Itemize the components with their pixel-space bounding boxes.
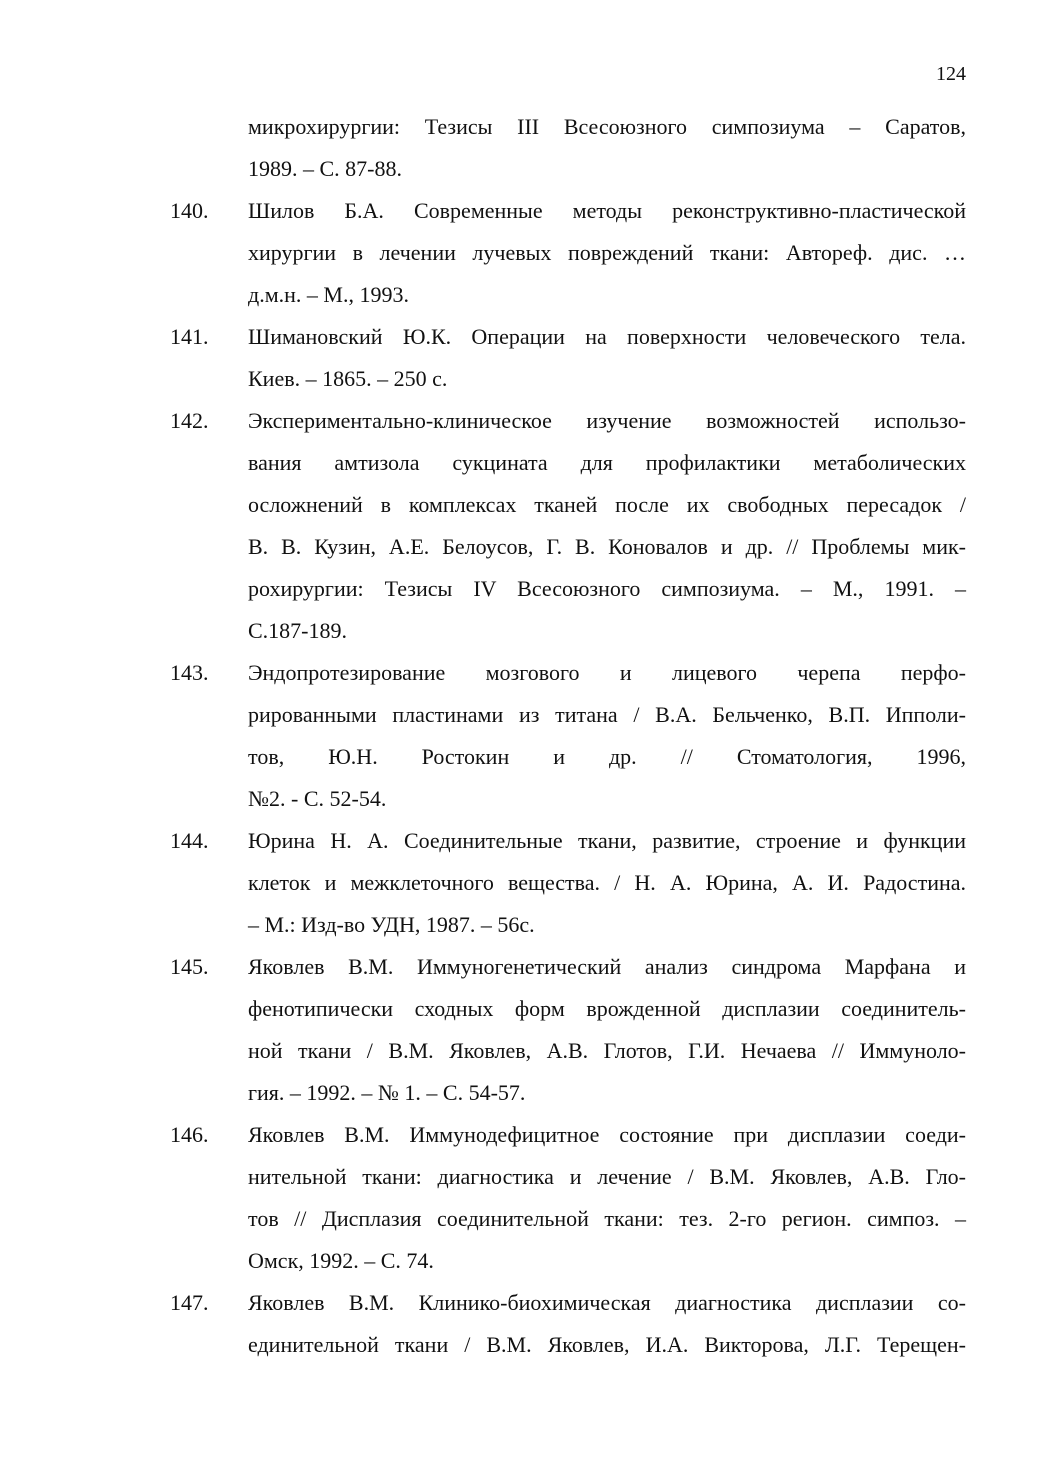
entry-line: Юрина Н. А. Соединительные ткани, развитие, строение и функции bbox=[248, 828, 966, 853]
entry-line: рированными пластинами из титана / В.А. Бельченко, В.П. Ипполи- bbox=[248, 702, 966, 727]
entry-text bbox=[248, 190, 966, 316]
bibliography-list bbox=[170, 106, 966, 1366]
entry-line: фенотипически сходных форм врожденной дисплазии соединитель- bbox=[248, 996, 966, 1021]
entry-line: 1989. – С. 87-88. bbox=[248, 156, 402, 181]
entry-line: Шимановский Ю.К. Операции на поверхности человеческого тела. bbox=[248, 324, 966, 349]
entry-text bbox=[248, 652, 966, 820]
entry-line: №2. - С. 52-54. bbox=[248, 786, 387, 811]
entry-number: 145. bbox=[170, 954, 209, 979]
entry-text bbox=[248, 1114, 966, 1282]
bibliography-entry bbox=[170, 1114, 966, 1282]
entry-line: Киев. – 1865. – 250 с. bbox=[248, 366, 448, 391]
entry-line: С.187-189. bbox=[248, 618, 347, 643]
entry-number: 141. bbox=[170, 324, 209, 349]
entry-line: гия. – 1992. – № 1. – С. 54-57. bbox=[248, 1080, 526, 1105]
entry-number: 144. bbox=[170, 828, 209, 853]
bibliography-entry bbox=[170, 190, 966, 316]
entry-text bbox=[248, 1282, 966, 1366]
entry-line: нительной ткани: диагностика и лечение / В.М. Яковлев, А.В. Гло- bbox=[248, 1164, 966, 1189]
entry-line: рохирургии: Тезисы IV Всесоюзного симпозиума. – М., 1991. – bbox=[248, 576, 966, 601]
entry-number: 143. bbox=[170, 660, 209, 685]
entry-line: тов, Ю.Н. Ростокин и др. // Стоматология, 1996, bbox=[248, 744, 966, 769]
entry-text bbox=[248, 820, 966, 946]
entry-line: д.м.н. – М., 1993. bbox=[248, 282, 409, 307]
entry-line: – М.: Изд-во УДН, 1987. – 56с. bbox=[248, 912, 535, 937]
entry-line: Экспериментально-клиническое изучение возможностей использо- bbox=[248, 408, 966, 433]
entry-line: микрохирургии: Тезисы III Всесоюзного симпозиума – Саратов, bbox=[248, 114, 966, 139]
entry-number: 142. bbox=[170, 408, 209, 433]
entry-line: Яковлев В.М. Клинико-биохимическая диагностика дисплазии со- bbox=[248, 1290, 966, 1315]
bibliography-entry bbox=[170, 946, 966, 1114]
entry-line: ной ткани / В.М. Яковлев, А.В. Глотов, Г.И. Нечаева // Иммуноло- bbox=[248, 1038, 966, 1063]
bibliography-entry bbox=[170, 316, 966, 400]
entry-number: 147. bbox=[170, 1290, 209, 1315]
entry-number: 146. bbox=[170, 1122, 209, 1147]
entry-line: осложнений в комплексах тканей после их свободных пересадок / bbox=[248, 492, 966, 517]
bibliography-entry bbox=[170, 1282, 966, 1366]
entry-line: Шилов Б.А. Современные методы реконструктивно-пластической bbox=[248, 198, 966, 223]
entry-line: клеток и межклеточного вещества. / Н. А. Юрина, А. И. Радостина. bbox=[248, 870, 966, 895]
entry-line: Омск, 1992. – С. 74. bbox=[248, 1248, 434, 1273]
entry-text bbox=[248, 316, 966, 400]
entry-text bbox=[248, 946, 966, 1114]
entry-line: Эндопротезирование мозгового и лицевого черепа перфо- bbox=[248, 660, 966, 685]
entry-number: 140. bbox=[170, 198, 209, 223]
entry-line: Яковлев В.М. Иммуногенетический анализ синдрома Марфана и bbox=[248, 954, 966, 979]
entry-line: единительной ткани / В.М. Яковлев, И.А. Викторова, Л.Г. Терещен- bbox=[248, 1332, 966, 1357]
entry-line: Яковлев В.М. Иммунодефицитное состояние при дисплазии соеди- bbox=[248, 1122, 966, 1147]
entry-line: вания амтизола сукцината для профилактики метаболических bbox=[248, 450, 966, 475]
entry-line: хирургии в лечении лучевых повреждений ткани: Автореф. дис. … bbox=[248, 240, 966, 265]
entry-text bbox=[248, 400, 966, 652]
bibliography-entry bbox=[170, 652, 966, 820]
bibliography-entry bbox=[170, 820, 966, 946]
entry-line: тов // Дисплазия соединительной ткани: тез. 2-го регион. симпоз. – bbox=[248, 1206, 966, 1231]
bibliography-entry bbox=[170, 106, 966, 190]
entry-line: В. В. Кузин, А.Е. Белоусов, Г. В. Коновалов и др. // Проблемы мик- bbox=[248, 534, 966, 559]
bibliography-entry bbox=[170, 400, 966, 652]
page-number: 124 bbox=[936, 63, 966, 85]
entry-text bbox=[248, 106, 966, 190]
